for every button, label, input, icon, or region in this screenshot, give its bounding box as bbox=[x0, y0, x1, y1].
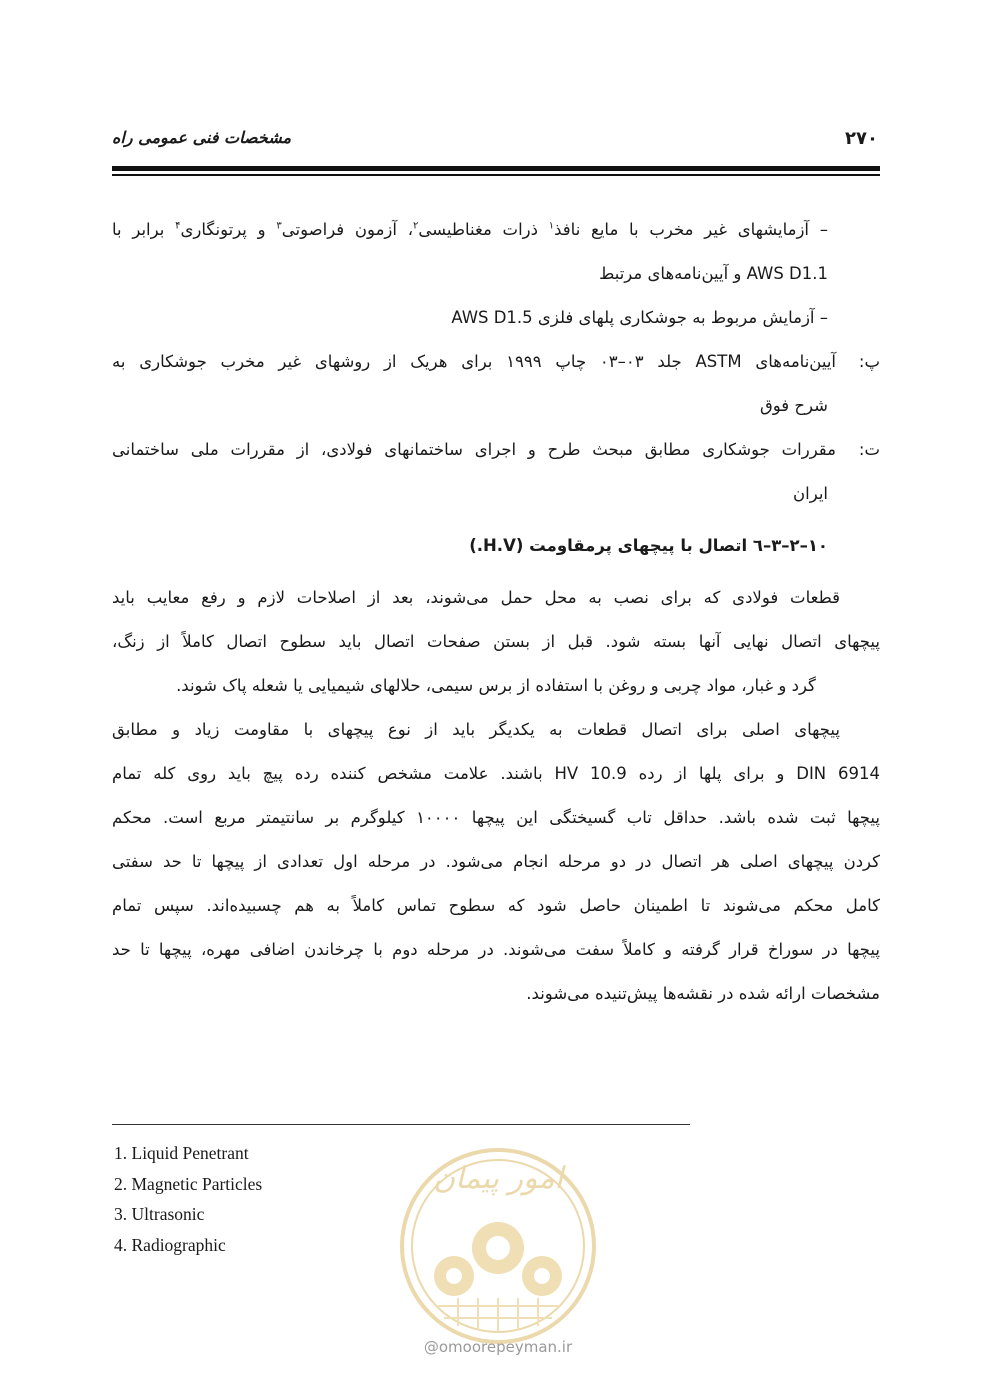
text-segment: آیین‌نامه‌های ASTM جلد ۰۳–۰۳ چاپ ۱۹۹۹ برای هریک از روشهای غیر مخرب جوشکاری به bbox=[112, 352, 837, 371]
item-t-line bbox=[112, 428, 880, 472]
item-p-continued: شرح فوق bbox=[759, 396, 828, 415]
section-heading: ۱۰–۲–۳–٦ اتصال با پیچهای پرمقاومت (H.V.) bbox=[469, 536, 828, 555]
footnote-ref: ۳ bbox=[276, 220, 282, 232]
paragraph-line: پیچهای اتصال نهایی آنها بسته شود. قبل از بستن صفحات اتصال باید سطوح اتصال کاملاً از زنگ، bbox=[112, 632, 880, 651]
item-p-line bbox=[112, 340, 880, 384]
paragraph-line: کردن پیچهای اصلی هر اتصال در دو مرحله انجام می‌شود. در مرحله اول تعدادی از پیچها تا حد سفتی bbox=[112, 852, 880, 871]
text-segment: – آزمایشهای غیر مخرب با مایع نافذ bbox=[554, 220, 828, 239]
header-rule-thin bbox=[112, 174, 880, 176]
footnote-item: 1. Liquid Penetrant bbox=[114, 1143, 249, 1163]
text-segment: ذرات مغناطیسی bbox=[418, 220, 549, 239]
paragraph-line: پیچها در سوراخ قرار گرفته و کاملاً سفت می‌شوند. در مرحله دوم با چرخاندن اضافی مهره، پیچها تا حد bbox=[112, 940, 880, 959]
bullet-line-continued: AWS D1.1 و آیین‌نامه‌های مرتبط bbox=[599, 264, 828, 283]
footnote-item: 2. Magnetic Particles bbox=[114, 1173, 263, 1194]
footnote-item: 4. Radiographic bbox=[114, 1234, 226, 1255]
logo-text: امور پیمان bbox=[433, 1161, 563, 1196]
bullet-line bbox=[112, 208, 880, 252]
bullet-line: – آزمایش مربوط به جوشکاری پلهای فلزی AWS D1.5 bbox=[451, 308, 828, 327]
header-rule-thick bbox=[112, 166, 880, 171]
footnote-ref: ۴ bbox=[175, 220, 181, 232]
text-segment: و پرتونگاری bbox=[180, 220, 277, 239]
footnote-separator bbox=[112, 1124, 690, 1125]
watermark-logo bbox=[388, 1126, 608, 1366]
footnote-item: 3. Ultrasonic bbox=[114, 1204, 205, 1224]
paragraph-line: گرد و غبار، مواد چربی و روغن با استفاده از برس سیمی، حلالهای شیمیایی یا شعله پاک شوند. bbox=[176, 676, 816, 695]
text-segment: مقررات جوشکاری مطابق مبحث طرح و اجرای ساختمانهای فولادی، از مقررات ملی ساختمانی bbox=[112, 440, 836, 459]
watermark-url: @omoorepeyman.ir bbox=[423, 1338, 573, 1356]
page-number: ۲۷۰ bbox=[845, 128, 878, 149]
paragraph-line: مشخصات ارائه شده در نقشه‌ها پیش‌تنیده می‌شوند. bbox=[526, 984, 880, 1003]
paragraph-line: DIN 6914 و برای پلها از رده HV 10.9 باشند. علامت مشخص کننده رده پیچ باید روی کله تمام bbox=[112, 764, 880, 783]
text-segment: برابر با bbox=[112, 220, 176, 239]
item-label: پ: bbox=[858, 352, 880, 371]
text-segment: ، آزمون فراصوتی bbox=[281, 220, 414, 239]
footnote-ref: ۱ bbox=[548, 220, 555, 232]
item-t-continued: ایران bbox=[793, 484, 828, 503]
paragraph-line: پیچهای اصلی برای اتصال قطعات به یکدیگر باید از نوع پیچهای با مقاومت زیاد و مطابق bbox=[112, 720, 840, 739]
footnote-ref: ۲ bbox=[413, 220, 419, 232]
paragraph-line: قطعات فولادی که برای نصب به محل حمل می‌شوند، بعد از اصلاحات لازم و رفع معایب باید bbox=[112, 588, 840, 607]
page-body bbox=[112, 208, 880, 1016]
item-label: ت: bbox=[858, 440, 880, 459]
page-header bbox=[112, 128, 880, 168]
paragraph-line: پیچها ثبت شده باشد. حداقل تاب گسیختگی این پیچها ۱۰۰۰۰ کیلوگرم بر سانتیمتر مربع است. محکم bbox=[112, 808, 880, 827]
footnotes bbox=[114, 1138, 262, 1260]
running-title: مشخصات فنی عمومی راه bbox=[112, 128, 292, 147]
paragraph-line: کامل محکم می‌شوند تا اطمینان حاصل شود که سطوح تماس کاملاً به هم چسبیده‌اند. سپس تمام bbox=[112, 896, 880, 915]
